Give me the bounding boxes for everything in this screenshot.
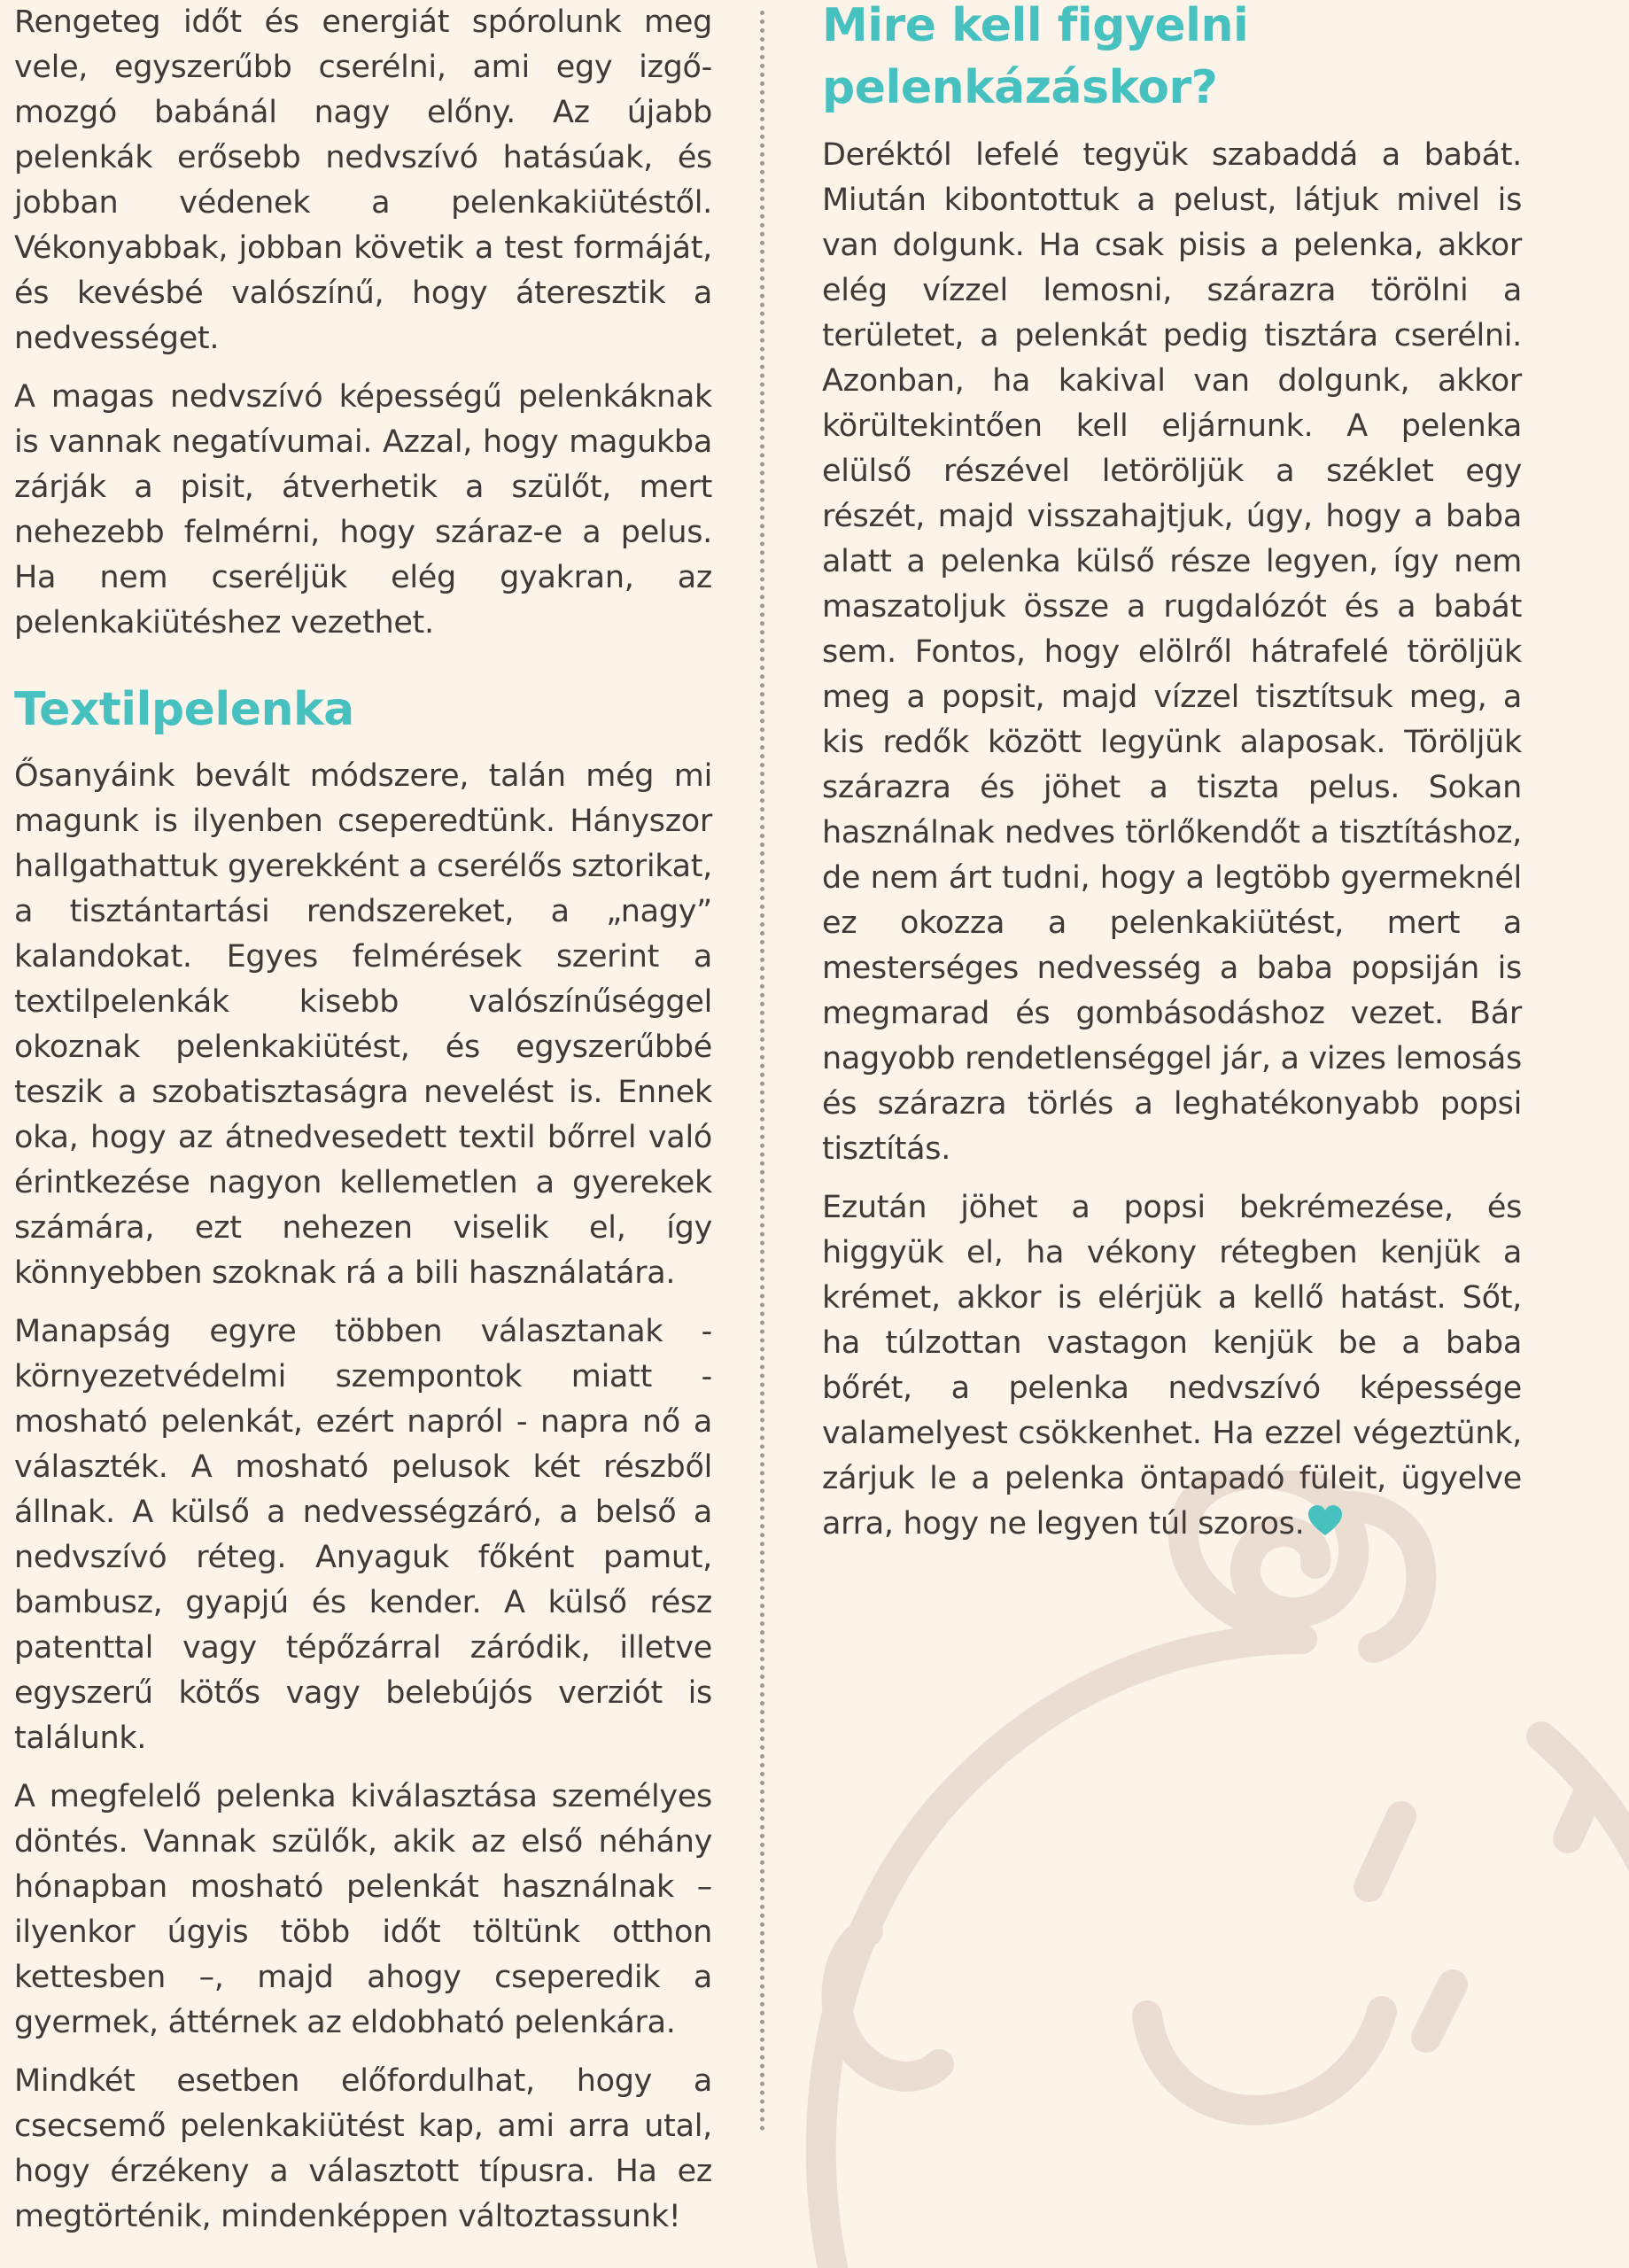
body-paragraph: Ősanyáink bevált módszere, talán még mi magunk is ilyenben cseperedtünk. Hányszor hallgathattuk gyerekként a cserélős sztorikat, a tisztántartási rendszereket, a „nagy” kalandokat. Egyes felmérések szerint a textilpelenkák kisebb valószínűséggel okoznak pelenkakiütést, és egyszerűbbé teszik a szobatisztaságra nevelést is. Ennek oka, hogy az átnedvesedett textil bőrrel való érintkezése nagyon kellemetlen a gyerekek számára, ezt nehezen viselik el, így könnyebben szoknak rá a bili használatára. (14, 758, 712, 1291)
body-paragraph-last (822, 1185, 1522, 1550)
body-paragraph: A megfelelő pelenka kiválasztása személyes döntés. Vannak szülők, akik az első néhány hónapban mosható pelenkát használnak – ilyenkor úgyis több időt töltünk otthon kettesben –, majd ahogy cseperedik a gyermek, áttérnek az eldobható pelenkára. (14, 1779, 712, 2040)
right-column (822, 0, 1522, 1564)
intro-paragraph: A magas nedvszívó képességű pelenkáknak is vannak negatívumai. Azzal, hogy magukba zárják a pisit, átverhetik a szülőt, mert nehezebb felmérni, hogy száraz-e a pelus. Ha nem cseréljük elég gyakran, az pelenkakiütéshez vezethet. (14, 379, 712, 641)
body-paragraph-text: Ezután jöhet a popsi bekrémezése, és higgyük el, ha vékony rétegben kenjük a krémet, akkor is elérjük a kellő hatást. Sőt, ha túlzottan vastagon kenjük be a baba bőrét, a pelenka nedvszívó képessége valamelyest csökkenhet. Ha ezzel végeztünk, zárjuk le a pelenka öntapadó füleit, ügyelve arra, hogy ne legyen túl szoros. (822, 1190, 1522, 1542)
section-heading-pelenkazas: Mire kell figyelni pelenkázáskor? (822, 0, 1249, 114)
intro-paragraph: Rengeteg időt és energiát spórolunk meg vele, egyszerűbb cserélni, ami egy izgő-mozgó babánál nagy előny. Az újabb pelenkák erősebb nedvszívó hatásúak, és jobban védenek a pelenkakiütéstől. Vékonyabbak, jobban követik a test formáját, és kevésbé valószínű, hogy áteresztik a nedvességet. (14, 4, 712, 356)
column-divider (760, 11, 764, 2132)
body-paragraph: Mindkét esetben előfordulhat, hogy a csecsemő pelenkakiütést kap, ami arra utal, hogy érzékeny a választott típusra. Ha ez megtörténik, mindenképpen változtassunk! (14, 2063, 712, 2234)
left-column (14, 0, 712, 2253)
section-heading-textilpelenka: Textilpelenka (14, 683, 354, 736)
baby-face-icon (806, 1471, 1629, 2268)
body-paragraph: Manapság egyre többen választanak - környezetvédelmi szempontok miatt - mosható pelenkát, ezért napról - napra nő a választék. A mosható pelusok két részből állnak. A külső a nedvességzáró, a belső a nedvszívó réteg. Anyaguk főként pamut, bambusz, gyapjú és kender. A külső rész patenttal vagy tépőzárral záródik, illetve egyszerű kötős vagy belebújós verziót is találunk. (14, 1314, 712, 1756)
heart-icon (1307, 1505, 1343, 1550)
body-paragraph: Deréktól lefelé tegyük szabaddá a babát. Miután kibontottuk a pelust, látjuk mivel is van dolgunk. Ha csak pisis a pelenka, akkor elég vízzel lemosni, szárazra törölni a területet, a pelenkát pedig tisztára cserélni. Azonban, ha kakival van dolgunk, akkor körültekintően kell eljárnunk. A pelenka elülső részével letöröljük a széklet egy részét, majd visszahajtjuk, úgy, hogy a baba alatt a pelenka külső része legyen, így nem maszatoljuk össze a rugdalózót és a babát sem. Fontos, hogy elölről hátrafelé töröljük meg a popsit, majd vízzel tisztítsuk meg, a kis redők között legyünk alaposak. Töröljük szárazra és jöhet a tiszta pelus. Sokan használnak nedves törlőkendőt a tisztításhoz, de nem árt tudni, hogy a legtöbb gyermeknél ez okozza a pelenkakiütést, mert a mesterséges nedvesség a baba popsiján is megmarad és gombásodáshoz vezet. Bár nagyobb rendetlenséggel jár, a vizes lemosás és szárazra törlés a leghatékonyabb popsi tisztítás. (822, 137, 1522, 1167)
